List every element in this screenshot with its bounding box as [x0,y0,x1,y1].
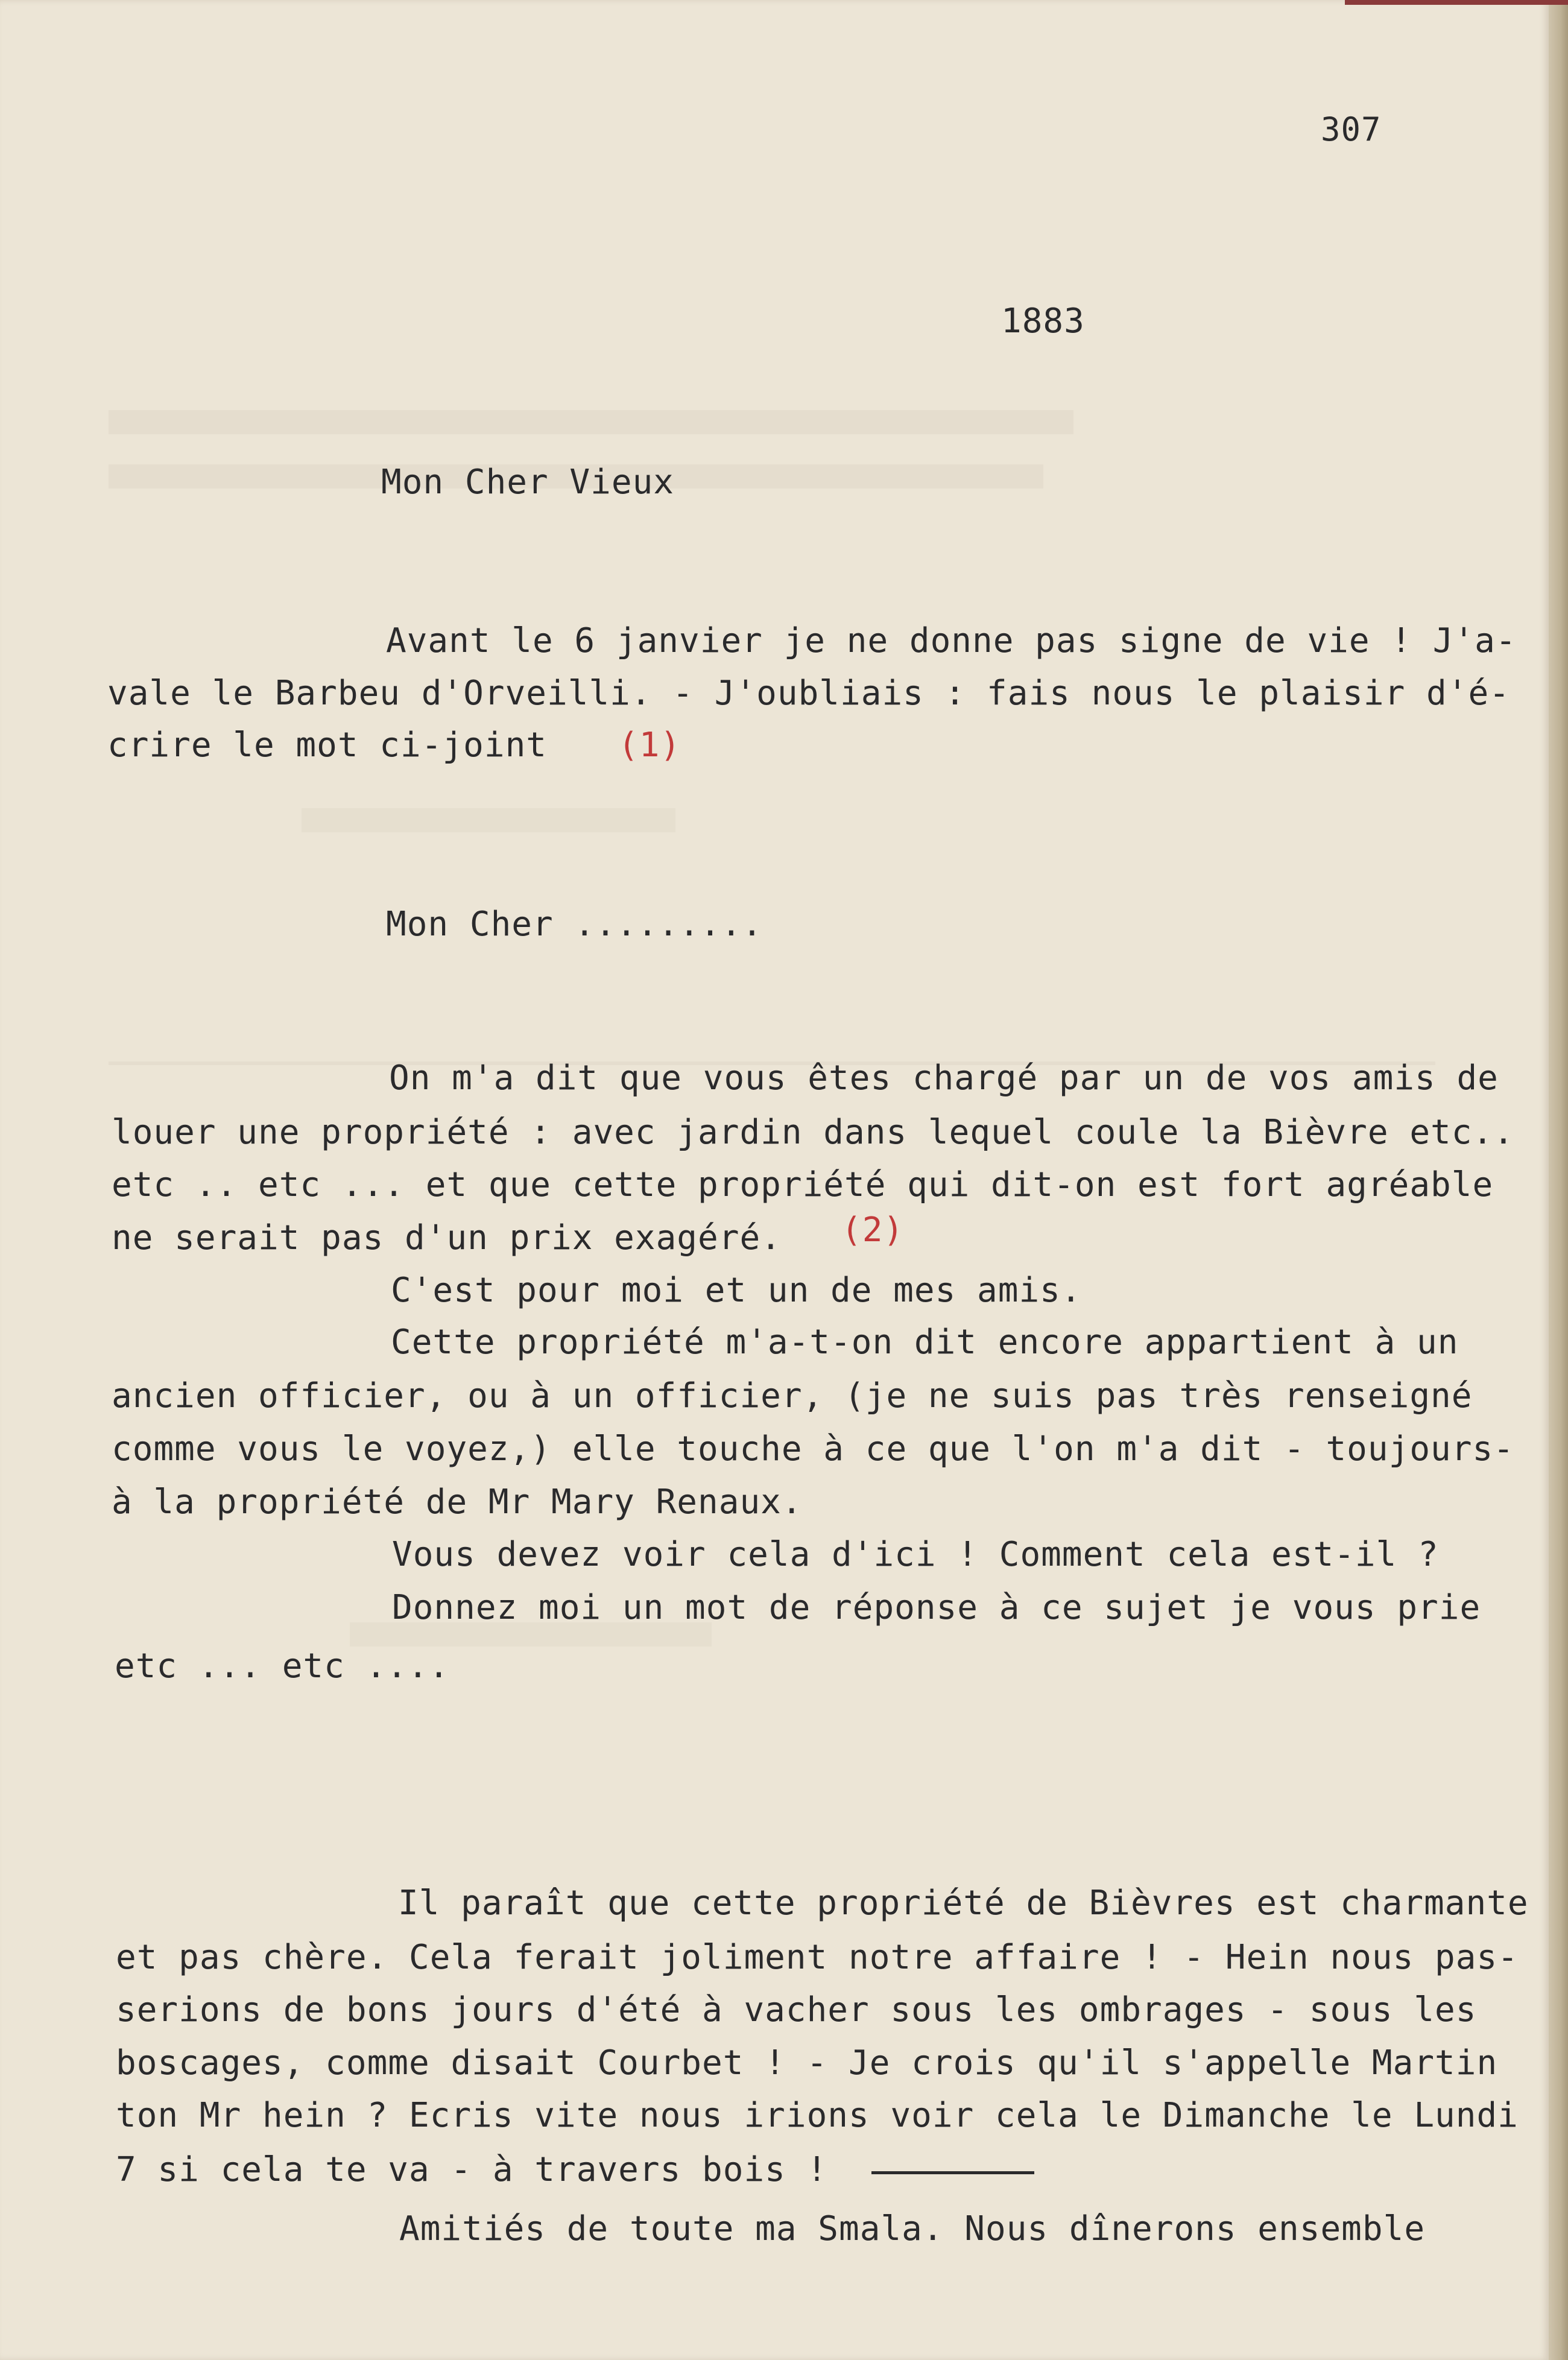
bleed-through-line [109,410,1073,434]
page-number: 307 [1321,110,1382,148]
letter-year: 1883 [1001,302,1085,341]
paragraph-line: 7 si cela te va - à travers bois ! [116,2150,828,2189]
paragraph-line: crire le mot ci-joint [107,726,548,765]
bleed-through-line [302,808,675,832]
paragraph-line: ne serait pas d'un prix exagéré. [112,1218,782,1258]
paragraph-line: ton Mr hein ? Ecris vite nous irions voir cela le Dimanche le Lundi [116,2096,1519,2135]
paragraph-line: Avant le 6 janvier je ne donne pas signe de vie ! J'a- [386,621,1517,660]
page-edge [1549,0,1568,2360]
paragraph-line: serions de bons jours d'été à vacher sous les ombrages - sous les [116,1990,1477,2029]
footnote-marker: (2) [841,1210,905,1250]
paragraph-line: comme vous le voyez,) elle touche à ce que l'on m'a dit - toujours- [112,1429,1514,1469]
paragraph-line: Donnez moi un mot de réponse à ce sujet je vous prie [392,1588,1481,1627]
paragraph-line: Cette propriété m'a-t-on dit encore appartient à un [391,1323,1459,1362]
paragraph-line: boscages, comme disait Courbet ! - Je crois qu'il s'appelle Martin [116,2043,1498,2083]
binding-mark [1345,0,1568,5]
paragraph-line: etc ... etc .... [115,1647,450,1686]
inner-salutation: Mon Cher ......... [386,905,763,944]
paragraph-line: etc .. etc ... et que cette propriété qui dit-on est fort agréable [112,1165,1494,1204]
typed-dash-rule [871,2171,1034,2174]
paragraph-line: vale le Barbeu d'Orveilli. - J'oubliais : fais nous le plaisir d'é- [107,674,1510,713]
footnote-marker: (1) [618,726,681,765]
paragraph-line: louer une propriété : avec jardin dans lequel coule la Bièvre etc.. [112,1113,1514,1152]
paragraph-line: C'est pour moi et un de mes amis. [391,1271,1082,1310]
salutation: Mon Cher Vieux [381,463,675,502]
closing-line: Amitiés de toute ma Smala. Nous dînerons ensemble [399,2209,1426,2248]
paragraph-line: Il paraît que cette propriété de Bièvres est charmante [398,1884,1529,1923]
paragraph-line: ancien officier, ou à un officier, (je ne suis pas très renseigné [112,1376,1473,1416]
paragraph-line: Vous devez voir cela d'ici ! Comment cela est-il ? [392,1535,1439,1574]
paragraph-line: et pas chère. Cela ferait joliment notre affaire ! - Hein nous pas- [116,1938,1519,1977]
paragraph-line: On m'a dit que vous êtes chargé par un de vos amis de [389,1058,1499,1098]
paragraph-line: à la propriété de Mr Mary Renaux. [112,1482,803,1522]
